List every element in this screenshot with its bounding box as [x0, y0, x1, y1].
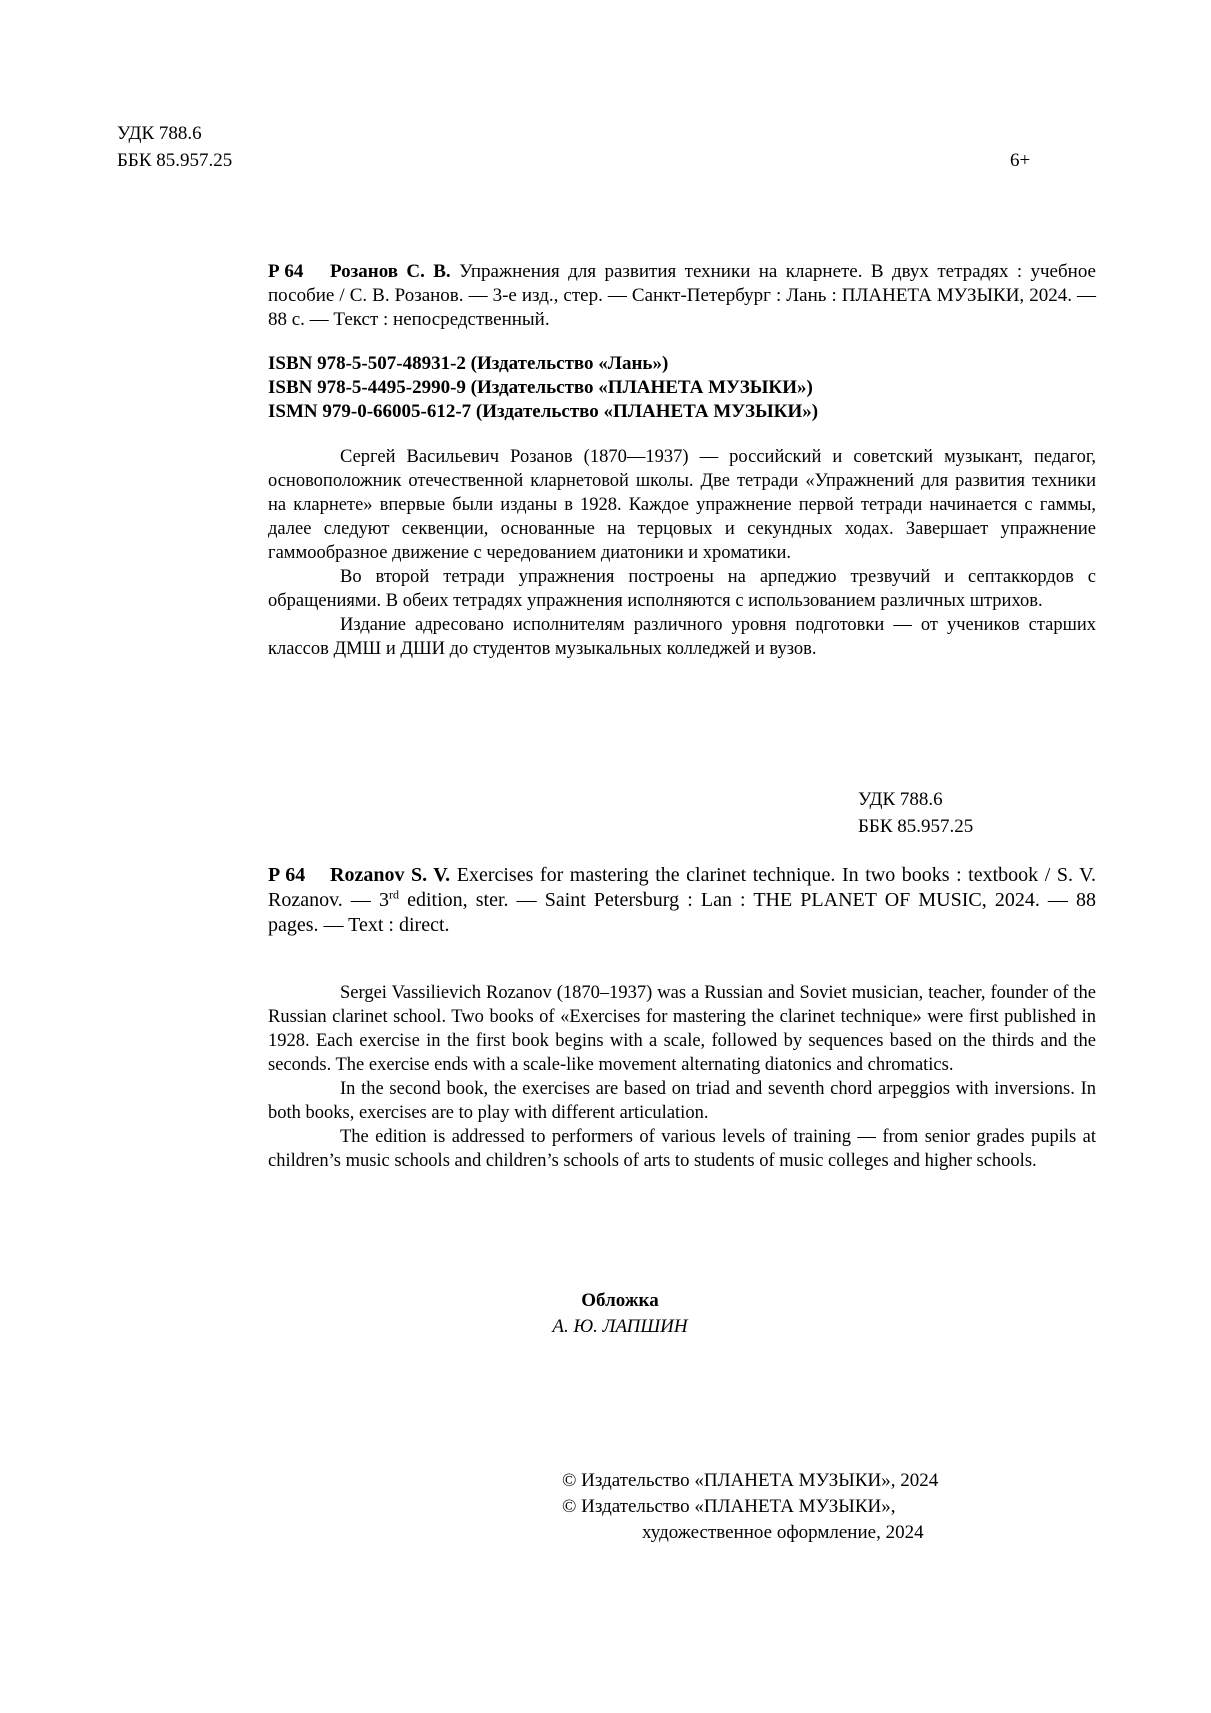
classification-codes-mid — [858, 786, 973, 840]
copyright-line: художественное оформление, 2024 — [642, 1522, 924, 1543]
age-rating: 6+ — [1010, 150, 1031, 171]
annotation-paragraph-en: The edition is addressed to performers of various levels of training — from senior grades pupils at children’s music schools and children’s schools of arts to students of music colleges and higher schools. — [268, 1127, 1096, 1171]
russian-bibliographic-entry — [268, 260, 1096, 332]
udk-code: УДК 788.6 — [117, 123, 202, 144]
udk-code-2: УДК 788.6 — [858, 789, 943, 810]
cover-heading: Обложка — [581, 1290, 659, 1311]
classification-codes-top — [117, 120, 417, 174]
author-name-en: Rozanov S. V. — [330, 864, 451, 886]
annotation-paragraph: Во второй тетради упражнения построены на арпеджио трезвучий и септаккордов с обращениями. В обеих тетрадях упражнения исполняются с использованием различных штрихов. — [268, 567, 1096, 611]
ordinal-suffix: rd — [389, 887, 399, 902]
english-annotation — [268, 981, 1096, 1173]
cover-credit — [470, 1289, 770, 1341]
bibliographic-description-en-2: edition, ster. — Saint Petersburg : Lan : THE PLANET OF MUSIC, 2024. — 88 pages. — Text : direct. — [268, 889, 1097, 936]
ismn-planet: ISMN 979-0-66005-612-7 (Издательство «ПЛАНЕТА МУЗЫКИ») — [268, 401, 819, 422]
cover-artist: А. Ю. ЛАПШИН — [552, 1316, 688, 1337]
author-mark-en: Р 64 — [268, 864, 306, 886]
russian-annotation — [268, 445, 1096, 661]
bibliographic-description: Упражнения для развития техники на кларнете. В двух тетрадях : учебное пособие / С. В. Розанов. — 3-е изд., стер. — Санкт-Петербург : Лань : ПЛАНЕТА МУЗЫКИ, 2024. — 88 с. — Текст : непосредственный. — [268, 261, 1096, 330]
annotation-paragraph-en: Sergei Vassilievich Rozanov (1870–1937) was a Russian and Soviet musician, teacher, founder of the Russian clarinet school. Two books of «Exercises for mastering the clarinet technique» were first published in 1928. Each exercise in the first book begins with a scale, followed by sequences based on the thirds and the seconds. The exercise ends with a scale-like movement alternating diatonics and chromatics. — [268, 983, 1096, 1075]
bbk-code-2: ББК 85.957.25 — [858, 816, 974, 837]
bibliographic-description-en-1: Exercises for mastering the clarinet technique. In two books : textbook / S. V. Rozanov. — 3 — [268, 864, 1096, 911]
author-name: Розанов С. В. — [330, 261, 451, 282]
annotation-paragraph-en: In the second book, the exercises are based on triad and seventh chord arpeggios with inversions. In both books, exercises are to play with different articulation. — [268, 1079, 1096, 1123]
annotation-paragraph: Издание адресовано исполнителям различного уровня подготовки — от учеников старших классов ДМШ и ДШИ до студентов музыкальных колледжей и вузов. — [268, 615, 1096, 659]
author-mark: Р 64 — [268, 261, 304, 282]
isbn-lan: ISBN 978-5-507-48931-2 (Издательство «Лань») — [268, 353, 669, 374]
copyright-block — [562, 1468, 1062, 1546]
isbn-planet: ISBN 978-5-4495-2990-9 (Издательство «ПЛАНЕТА МУЗЫКИ») — [268, 377, 813, 398]
annotation-paragraph: Сергей Васильевич Розанов (1870—1937) — российский и советский музыкант, педагог, основоположник отечественной кларнетовой школы. Две тетради «Упражнений для развития техники на кларнете» впервые были изданы в 1928. Каждое упражнение первой тетради начинается с гаммы, далее следуют секвенции, основанные на терцовых и секундных ходах. Завершает упражнение гаммообразное движение с чередованием диатоники и хроматики. — [268, 447, 1096, 563]
bbk-code: ББК 85.957.25 — [117, 150, 233, 171]
copyright-line: © Издательство «ПЛАНЕТА МУЗЫКИ», 2024 — [562, 1470, 939, 1491]
isbn-list — [268, 352, 1096, 424]
copyright-line: © Издательство «ПЛАНЕТА МУЗЫКИ», — [562, 1496, 896, 1517]
english-bibliographic-entry — [268, 863, 1096, 938]
russian-section — [268, 260, 1096, 661]
